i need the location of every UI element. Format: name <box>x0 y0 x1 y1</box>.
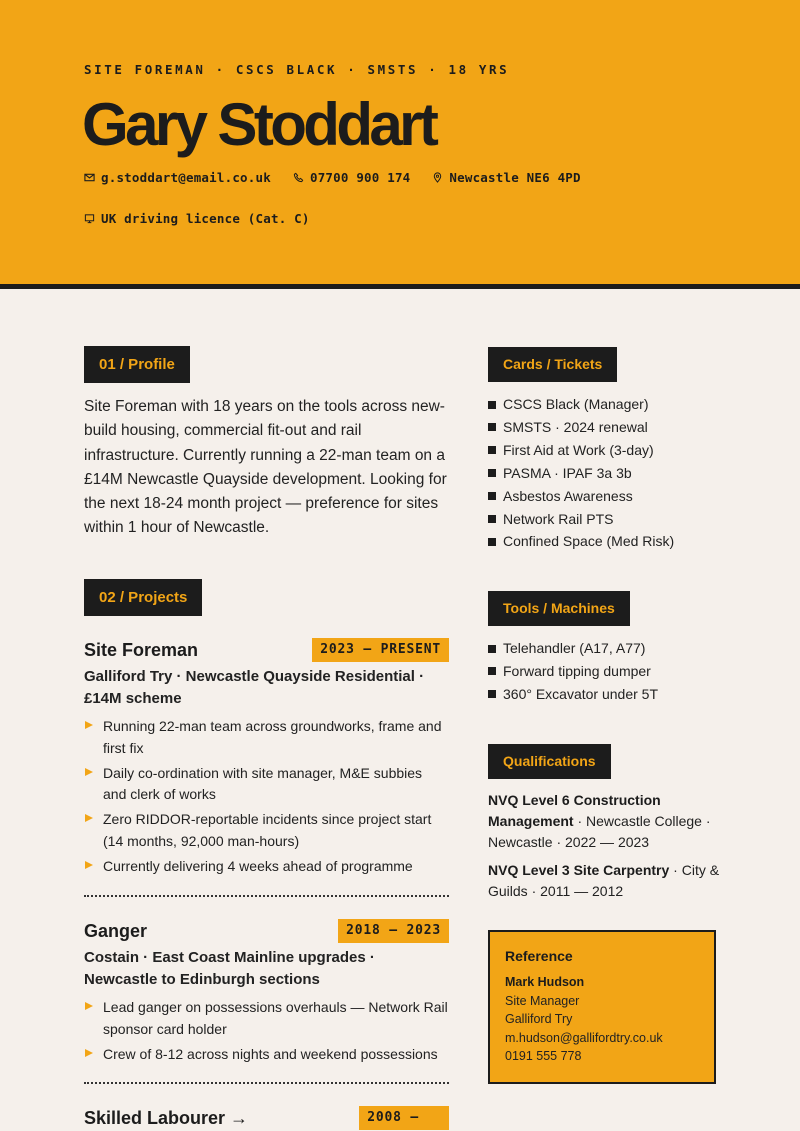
candidate-name: Gary Stoddart <box>82 91 436 158</box>
licence-row <box>84 211 332 226</box>
card-item: CSCS Black (Manager) <box>488 393 674 416</box>
tool-item: 360° Excavator under 5T <box>488 683 658 706</box>
card-item: Confined Space (Med Risk) <box>488 530 674 553</box>
contact-location <box>432 170 580 185</box>
location-text: Newcastle NE6 4PD <box>449 170 581 185</box>
phone-text: 07700 900 174 <box>309 170 411 185</box>
profile-heading: 01 / Profile <box>84 346 190 383</box>
profile-text: Site Foreman with 18 years on the tools across new-build housing, commercial fit-out and rail infrastructure. Currently running a 22-man team on a £14M Newcastle Quayside development. Looking for the next 18-24 month project — preference for sites within 1 hour of Newcastle. <box>84 398 447 537</box>
job-bullet: Currently delivering 4 weeks ahead of programme <box>84 856 449 878</box>
job-title: Skilled Labourer → <box>84 1108 249 1128</box>
reference-role: Site Manager <box>505 993 580 1008</box>
licence-text: UK driving licence (Cat. C) <box>101 211 310 226</box>
qualification-name: NVQ Level 3 Site Carpentry <box>488 862 670 878</box>
job-date: 2023 — PRESENT <box>312 638 449 662</box>
job-entry <box>84 919 449 1069</box>
qualification-item <box>488 790 728 853</box>
job-bullet: Running 22-man team across groundworks, frame and first fix <box>84 716 449 759</box>
email-text: g.stoddart@email.co.uk <box>101 170 271 185</box>
cards-heading: Cards / Tickets <box>488 347 617 382</box>
mail-icon <box>84 172 95 183</box>
qualifications-heading: Qualifications <box>488 744 611 779</box>
job-title: Site Foreman <box>84 640 199 660</box>
job-bullet: Crew of 8-12 across nights and weekend possessions <box>84 1044 449 1066</box>
job-bullet: Lead ganger on possessions overhauls — Network Rail sponsor card holder <box>84 997 449 1040</box>
contact-licence <box>84 211 310 226</box>
projects-heading: 02 / Projects <box>84 579 202 616</box>
card-item: Network Rail PTS <box>488 508 674 531</box>
qualification-detail: · City & Guilds · 2011 — 2012 <box>488 862 720 899</box>
job-bullet: Daily co-ordination with site manager, M&E subbies and clerk of works <box>84 763 449 806</box>
reference-email[interactable]: m.hudson@gallifordtry.co.uk <box>505 1030 663 1045</box>
job-date: 2008 — <box>359 1106 449 1130</box>
card-item: PASMA · IPAF 3a 3b <box>488 462 674 485</box>
divider <box>84 1082 449 1084</box>
contact-phone[interactable] <box>293 170 410 185</box>
cards-list <box>488 393 674 553</box>
job-title: Ganger <box>84 921 148 941</box>
tool-item: Forward tipping dumper <box>488 660 658 683</box>
reference-company: Galliford Try <box>505 1012 573 1027</box>
reference-box <box>488 930 716 1084</box>
job-bullets <box>84 716 449 877</box>
card-item: SMSTS · 2024 renewal <box>488 416 674 439</box>
job-entry <box>84 638 449 881</box>
tool-item: Telehandler (A17, A77) <box>488 637 658 660</box>
job-date: 2018 — 2023 <box>338 919 449 943</box>
job-company: Costain · East Coast Mainline upgrades · Newcastle to Edinburgh sections <box>84 949 375 988</box>
card-item: Asbestos Awareness <box>488 485 674 508</box>
job-bullets <box>84 997 449 1065</box>
reference-name: Mark Hudson <box>505 975 585 989</box>
qualification-detail: · Newcastle College · Newcastle · 2022 — 2023 <box>488 813 711 850</box>
location-pin-icon <box>432 172 443 183</box>
card-item: First Aid at Work (3-day) <box>488 439 674 462</box>
reference-phone[interactable]: 0191 555 778 <box>505 1049 582 1064</box>
job-entry <box>84 1106 449 1131</box>
tools-list <box>488 637 658 706</box>
phone-icon <box>293 172 304 183</box>
contact-row <box>84 170 603 185</box>
divider <box>84 895 449 897</box>
qualification-name: NVQ Level 6 Construction Management <box>488 792 661 829</box>
tools-heading: Tools / Machines <box>488 591 630 626</box>
qualification-item <box>488 860 728 902</box>
reference-heading: Reference <box>505 948 573 964</box>
job-company: Galliford Try · Newcastle Quayside Residential · £14M scheme <box>84 668 425 707</box>
header-banner <box>0 0 800 289</box>
contact-email[interactable] <box>84 170 271 185</box>
job-bullet: Zero RIDDOR-reportable incidents since project start (14 months, 92,000 man-hours) <box>84 809 449 852</box>
tagline: SITE FOREMAN · CSCS BLACK · SMSTS · 18 YRS <box>84 62 510 77</box>
monitor-icon <box>84 213 95 224</box>
